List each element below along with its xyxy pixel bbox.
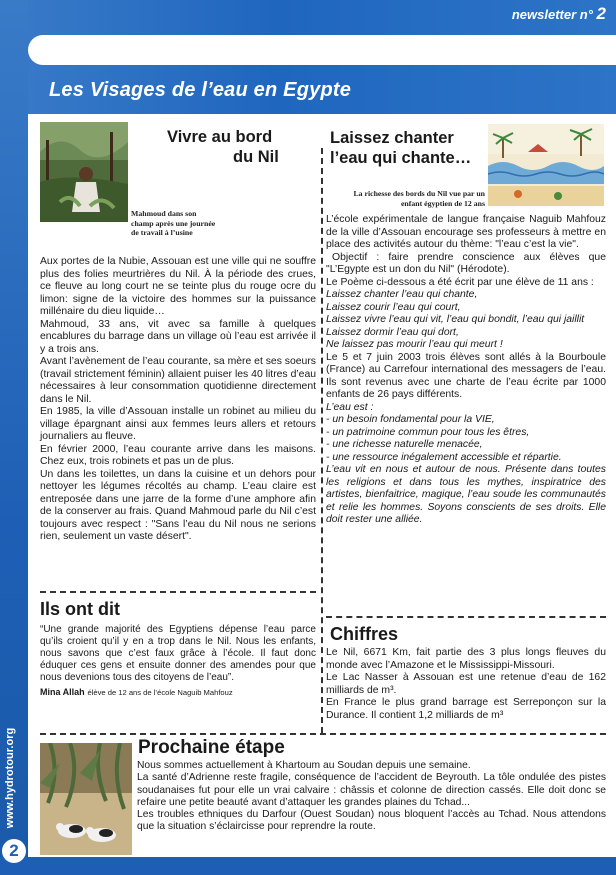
header-white-bar <box>28 35 616 65</box>
paragraph: Avant l’avènement de l’eau courante, sa mère et ses soeurs (travail strictement féminin) allaient puiser les 40 litres d’eau nécessaires à leur consommation quotidienne directement dans le Nil. <box>40 356 316 405</box>
section-title-chiffres: Chiffres <box>330 624 399 644</box>
article-title-vivre <box>145 127 305 167</box>
article-body-vivre <box>40 256 316 544</box>
quote-block <box>40 624 316 699</box>
website-url[interactable]: www.hydrotour.org <box>4 727 16 829</box>
paragraph: Mahmoud, 33 ans, vit avec sa famille à quelques encablures du barrage dans un village où l’eau est arrivée il y a trois ans. <box>40 318 316 355</box>
article-title-laissez <box>330 128 490 168</box>
page-number: 2 <box>2 839 26 863</box>
charter-end: L’eau vit en nous et autour de nous. Présente dans toutes les religions et dans tous les mythes, inspiratrice des artistes, bienfaitrice, magique, l’eau soude les communautés et relie les hommes. Soyons conscients de ses droits. Elle doit rester une alliée. <box>326 464 606 525</box>
title-line-1: Laissez chanter <box>330 129 454 147</box>
fact-item: En France le plus grand barrage est Serreponçon sur la Durance. Il contient 1,2 milliards de m³ <box>326 697 606 721</box>
charter-item: - une ressource inégalement accessible et répartie. <box>326 451 562 463</box>
newsletter-label: newsletter n° <box>511 7 593 22</box>
paragraph: Aux portes de la Nubie, Assouan est une ville qui ne souffre plus des folies meurtrières du Nil. À la période des crues, ce fleuve au long court ne se teinte plus du rouge ocre du limon: signe de la victoire des hommes sur la puissance millénaire du dieu liquide… <box>40 256 316 317</box>
paragraph: Objectif : faire prendre conscience aux élèves que "L’Egypte est un don du Nil" (Hérodote). <box>326 251 606 275</box>
paragraph: L’école expérimentale de langue française Naguib Mahfouz de la ville d’Assouan encourage ses professeurs à mettre en place des activités autour du thème: "l’eau c’est la vie". <box>326 214 606 250</box>
paragraph: Le 5 et 7 juin 2003 trois élèves sont allés à la Bourboule (France) au Carrefour international des messagers de l’eau. Ils sont revenus avec une charte de l’eau écrite par 1000 enfants de 26 pays différents. <box>326 351 606 400</box>
footer-band <box>0 857 616 875</box>
section-title-ils-ont-dit: Ils ont dit <box>40 599 120 619</box>
paragraph: Un dans les toilettes, un dans la cuisine et un dehors pour nettoyer les légumes récoltés au champ. L’eau claire est entreposée dans une jarre de la forme d’une amphore afin de la conserver au frais. Quand Mahmoud parle du Nil c’est toujours avec respect : "Sans l’eau du Nil nous ne serions rien, seulement un vaste désert". <box>40 468 316 542</box>
drawing-caption: La richesse des bords du Nil vue par un enfant égyptien de 12 ans <box>353 189 485 208</box>
charter-title: L’eau est : <box>326 401 374 413</box>
paragraph: Nous sommes actuellement à Khartoum au Soudan depuis une semaine. <box>137 760 471 771</box>
chiffres-body <box>326 647 606 722</box>
section-title-prochaine: Prochaine étape <box>138 737 285 758</box>
fact-item: Le Lac Nasser à Assouan est une retenue d’eau de 162 milliards de m³. <box>326 672 606 696</box>
poem-line: Laissez vivre l’eau qui vit, l’eau qui bondit, l’eau qui jaillit <box>326 314 585 325</box>
prochaine-body <box>137 760 606 834</box>
paragraph: Les troubles ethniques du Darfour (Ouest Soudan) nous bloquent l’accès au Tchad. Nous attendons que la situation s’éclaircisse pour reprendre la route. <box>137 809 606 833</box>
child-drawing <box>488 124 604 206</box>
quote-author: Mina Allah <box>40 687 85 697</box>
divider <box>326 616 606 618</box>
page-title: Les Visages de l’eau en Egypte <box>49 79 352 101</box>
photo-caption-mahmoud: Mahmoud dans son champ après une journée de travail à l’usine <box>131 209 216 237</box>
poem-line: Laissez courir l’eau qui court, <box>326 301 461 313</box>
title-line-2: du Nil <box>233 148 279 166</box>
photo-birds <box>40 743 132 855</box>
column-divider <box>321 148 323 733</box>
charter-item: - une richesse naturelle menacée, <box>326 439 483 450</box>
charter-item: - un patrimoine commun pour tous les êtres, <box>326 426 530 438</box>
paragraph: La santé d’Adrienne reste fragile, conséquence de l’accident de Beyrouth. La tôle ondulée des pistes soudanaises fut pour elle un vrai calvaire : châssis et colonne de direction cassés. Elle doit donc se refaire une petite beauté avant d’attaquer les grandes plaines du Tchad... <box>137 772 606 808</box>
photo-mahmoud <box>40 122 128 222</box>
quote-text: “Une grande majorité des Egyptiens dépense l’eau parce qu’ils croient qu’il y en a trop dans le Nil. Nous les enfants, nous savons que c’est faux grâce à l’école. Il faut donc éduquer ces gens et ensuite donner des amendes pour que nous devenions tous des citoyens de l’eau”. <box>40 624 316 683</box>
paragraph: En 1985, la ville d’Assouan installe un robinet au milieu du village épargnant ainsi aux femmes leurs allers et retours journaliers au fleuve. <box>40 406 316 442</box>
charter-item: - un besoin fondamental pour la VIE, <box>326 414 495 425</box>
fact-item: Le Nil, 6671 Km, fait partie des 3 plus longs fleuves du monde avec l’Amazone et le Mississippi-Missouri. <box>326 647 606 671</box>
poem-line: Laissez dormir l’eau qui dort, <box>326 326 459 338</box>
divider <box>40 591 316 593</box>
title-line-1: Vivre au bord <box>167 128 273 146</box>
quote-author-detail: élève de 12 ans de l’école Naguib Mahfouz <box>87 688 233 697</box>
divider <box>40 733 606 735</box>
article-body-laissez <box>326 214 606 527</box>
quote-author-line <box>40 686 316 699</box>
newsletter-number <box>512 4 606 24</box>
poem-line: Laissez chanter l’eau qui chante, <box>326 289 478 300</box>
paragraph: Le Poème ci-dessous a été écrit par une élève de 11 ans : <box>326 276 594 288</box>
title-line-2: l’eau qui chante… <box>330 149 472 167</box>
paragraph: En février 2000, l’eau courante arrive dans les maisons. Chez eux, trois robinets et pas un de plus. <box>40 443 316 467</box>
website-vertical <box>0 721 20 835</box>
poem-line: Ne laissez pas mourir l’eau qui meurt ! <box>326 339 503 350</box>
newsletter-issue: 2 <box>596 4 606 23</box>
